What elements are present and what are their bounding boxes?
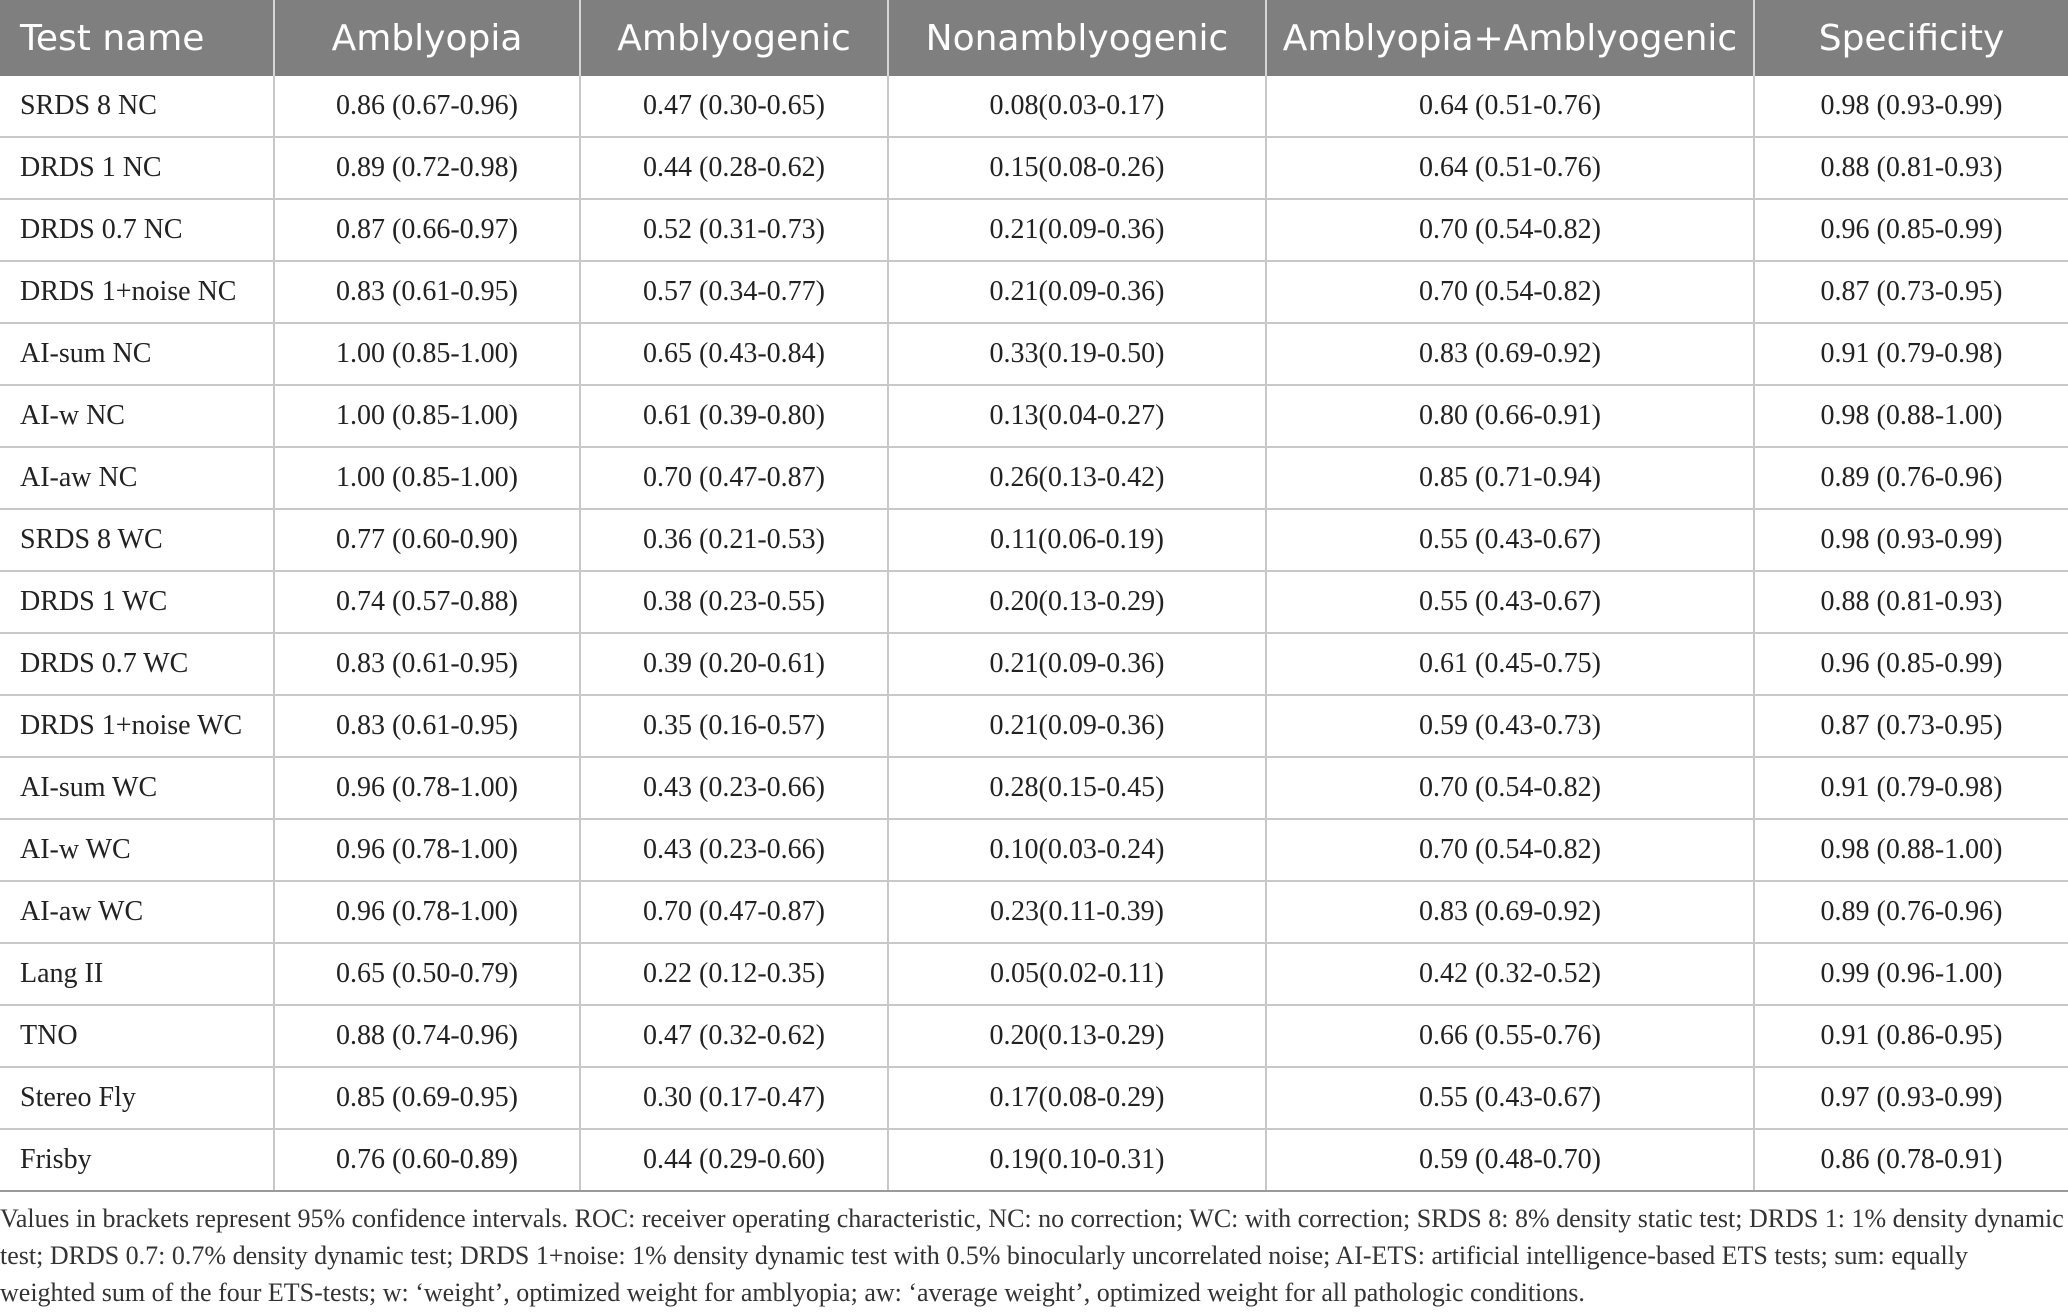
cell-amblyopia: 0.77 (0.60-0.90) [274,509,580,571]
cell-test-name: AI-sum WC [0,757,274,819]
cell-amblyopia-amblyogenic: 0.80 (0.66-0.91) [1266,385,1754,447]
cell-specificity: 0.99 (0.96-1.00) [1754,943,2068,1005]
table-row [0,695,2068,757]
cell-specificity: 0.98 (0.93-0.99) [1754,509,2068,571]
cell-test-name: SRDS 8 WC [0,509,274,571]
cell-nonamblyogenic: 0.20(0.13-0.29) [888,571,1266,633]
cell-amblyopia-amblyogenic: 0.83 (0.69-0.92) [1266,881,1754,943]
cell-specificity: 0.88 (0.81-0.93) [1754,571,2068,633]
cell-amblyopia: 0.96 (0.78-1.00) [274,757,580,819]
cell-nonamblyogenic: 0.13(0.04-0.27) [888,385,1266,447]
header-amblyogenic: Amblyogenic [580,0,888,76]
cell-test-name: TNO [0,1005,274,1067]
cell-specificity: 0.89 (0.76-0.96) [1754,447,2068,509]
cell-nonamblyogenic: 0.26(0.13-0.42) [888,447,1266,509]
cell-test-name: Lang II [0,943,274,1005]
cell-specificity: 0.89 (0.76-0.96) [1754,881,2068,943]
header-amblyopia: Amblyopia [274,0,580,76]
cell-nonamblyogenic: 0.11(0.06-0.19) [888,509,1266,571]
cell-test-name: AI-w WC [0,819,274,881]
cell-amblyogenic: 0.70 (0.47-0.87) [580,447,888,509]
cell-specificity: 0.98 (0.88-1.00) [1754,819,2068,881]
cell-specificity: 0.98 (0.93-0.99) [1754,76,2068,137]
cell-amblyopia: 0.83 (0.61-0.95) [274,633,580,695]
cell-amblyopia: 0.89 (0.72-0.98) [274,137,580,199]
cell-nonamblyogenic: 0.20(0.13-0.29) [888,1005,1266,1067]
cell-nonamblyogenic: 0.05(0.02-0.11) [888,943,1266,1005]
cell-nonamblyogenic: 0.19(0.10-0.31) [888,1129,1266,1191]
header-test-name: Test name [0,0,274,76]
table-row [0,385,2068,447]
cell-amblyogenic: 0.35 (0.16-0.57) [580,695,888,757]
cell-amblyopia: 0.86 (0.67-0.96) [274,76,580,137]
cell-amblyopia-amblyogenic: 0.66 (0.55-0.76) [1266,1005,1754,1067]
cell-amblyogenic: 0.47 (0.32-0.62) [580,1005,888,1067]
cell-amblyogenic: 0.44 (0.29-0.60) [580,1129,888,1191]
cell-nonamblyogenic: 0.33(0.19-0.50) [888,323,1266,385]
cell-amblyopia: 1.00 (0.85-1.00) [274,385,580,447]
cell-amblyogenic: 0.61 (0.39-0.80) [580,385,888,447]
cell-test-name: AI-sum NC [0,323,274,385]
cell-amblyopia-amblyogenic: 0.55 (0.43-0.67) [1266,571,1754,633]
cell-amblyogenic: 0.39 (0.20-0.61) [580,633,888,695]
cell-amblyogenic: 0.70 (0.47-0.87) [580,881,888,943]
cell-amblyopia: 0.88 (0.74-0.96) [274,1005,580,1067]
cell-nonamblyogenic: 0.15(0.08-0.26) [888,137,1266,199]
cell-amblyogenic: 0.30 (0.17-0.47) [580,1067,888,1129]
cell-amblyogenic: 0.38 (0.23-0.55) [580,571,888,633]
header-row [0,0,2068,76]
table-row [0,819,2068,881]
table-row [0,571,2068,633]
cell-amblyogenic: 0.52 (0.31-0.73) [580,199,888,261]
cell-nonamblyogenic: 0.08(0.03-0.17) [888,76,1266,137]
table-row [0,447,2068,509]
cell-test-name: DRDS 0.7 WC [0,633,274,695]
cell-test-name: Stereo Fly [0,1067,274,1129]
cell-amblyogenic: 0.22 (0.12-0.35) [580,943,888,1005]
cell-amblyopia-amblyogenic: 0.70 (0.54-0.82) [1266,819,1754,881]
cell-amblyogenic: 0.44 (0.28-0.62) [580,137,888,199]
table-row [0,757,2068,819]
cell-test-name: DRDS 1 WC [0,571,274,633]
table-footnote: Values in brackets represent 95% confidence intervals. ROC: receiver operating characteristic, NC: no correction; WC: with correction; SRDS 8: 8% density static test; DRDS 1: 1% density dynamic test; DRDS 0.7: 0.7% density dynamic test; DRDS 1+noise: 1% density dynamic test with 0.5% binocularly uncorrelated noise; AI-ETS: artificial intelligence-based ETS tests; sum: equally weighted sum of the four ETS-tests; w: ‘weight’, optimized weight for amblyopia; aw: ‘average weight’, optimized weight for all pathologic conditions. [0,1204,2064,1307]
cell-amblyogenic: 0.43 (0.23-0.66) [580,819,888,881]
cell-nonamblyogenic: 0.28(0.15-0.45) [888,757,1266,819]
cell-specificity: 0.91 (0.86-0.95) [1754,1005,2068,1067]
cell-amblyopia: 1.00 (0.85-1.00) [274,447,580,509]
cell-amblyopia: 0.76 (0.60-0.89) [274,1129,580,1191]
table-row [0,881,2068,943]
cell-test-name: DRDS 1 NC [0,137,274,199]
table-row [0,1067,2068,1129]
cell-amblyogenic: 0.36 (0.21-0.53) [580,509,888,571]
cell-specificity: 0.96 (0.85-0.99) [1754,633,2068,695]
cell-test-name: AI-aw NC [0,447,274,509]
cell-amblyopia-amblyogenic: 0.85 (0.71-0.94) [1266,447,1754,509]
cell-amblyopia: 0.85 (0.69-0.95) [274,1067,580,1129]
cell-specificity: 0.91 (0.79-0.98) [1754,757,2068,819]
table-row [0,943,2068,1005]
header-amblyopia-amblyogenic: Amblyopia+Amblyogenic [1266,0,1754,76]
cell-amblyopia-amblyogenic: 0.64 (0.51-0.76) [1266,76,1754,137]
cell-amblyopia: 1.00 (0.85-1.00) [274,323,580,385]
cell-amblyopia: 0.83 (0.61-0.95) [274,695,580,757]
cell-amblyopia-amblyogenic: 0.42 (0.32-0.52) [1266,943,1754,1005]
cell-test-name: AI-w NC [0,385,274,447]
cell-test-name: DRDS 1+noise WC [0,695,274,757]
cell-amblyogenic: 0.57 (0.34-0.77) [580,261,888,323]
cell-nonamblyogenic: 0.21(0.09-0.36) [888,633,1266,695]
cell-specificity: 0.87 (0.73-0.95) [1754,695,2068,757]
cell-nonamblyogenic: 0.21(0.09-0.36) [888,695,1266,757]
table-row [0,76,2068,137]
cell-test-name: AI-aw WC [0,881,274,943]
cell-amblyopia: 0.96 (0.78-1.00) [274,881,580,943]
cell-amblyopia: 0.96 (0.78-1.00) [274,819,580,881]
cell-amblyopia-amblyogenic: 0.59 (0.43-0.73) [1266,695,1754,757]
cell-specificity: 0.98 (0.88-1.00) [1754,385,2068,447]
cell-specificity: 0.96 (0.85-0.99) [1754,199,2068,261]
table-row [0,137,2068,199]
cell-test-name: Frisby [0,1129,274,1191]
cell-amblyopia: 0.74 (0.57-0.88) [274,571,580,633]
cell-specificity: 0.87 (0.73-0.95) [1754,261,2068,323]
cell-specificity: 0.88 (0.81-0.93) [1754,137,2068,199]
table-row [0,199,2068,261]
cell-nonamblyogenic: 0.10(0.03-0.24) [888,819,1266,881]
table-row [0,1129,2068,1191]
cell-test-name: DRDS 1+noise NC [0,261,274,323]
cell-amblyogenic: 0.47 (0.30-0.65) [580,76,888,137]
cell-specificity: 0.97 (0.93-0.99) [1754,1067,2068,1129]
cell-specificity: 0.86 (0.78-0.91) [1754,1129,2068,1191]
cell-amblyopia-amblyogenic: 0.83 (0.69-0.92) [1266,323,1754,385]
cell-amblyopia: 0.65 (0.50-0.79) [274,943,580,1005]
cell-amblyopia-amblyogenic: 0.59 (0.48-0.70) [1266,1129,1754,1191]
cell-nonamblyogenic: 0.23(0.11-0.39) [888,881,1266,943]
cell-amblyopia-amblyogenic: 0.70 (0.54-0.82) [1266,199,1754,261]
cell-amblyopia-amblyogenic: 0.55 (0.43-0.67) [1266,1067,1754,1129]
header-nonamblyogenic: Nonamblyogenic [888,0,1266,76]
table-row [0,633,2068,695]
cell-amblyopia-amblyogenic: 0.70 (0.54-0.82) [1266,261,1754,323]
cell-nonamblyogenic: 0.21(0.09-0.36) [888,261,1266,323]
cell-amblyopia: 0.83 (0.61-0.95) [274,261,580,323]
cell-amblyopia: 0.87 (0.66-0.97) [274,199,580,261]
header-specificity: Specificity [1754,0,2068,76]
table-row [0,1005,2068,1067]
cell-test-name: SRDS 8 NC [0,76,274,137]
table-row [0,323,2068,385]
cell-nonamblyogenic: 0.21(0.09-0.36) [888,199,1266,261]
cell-specificity: 0.91 (0.79-0.98) [1754,323,2068,385]
cell-amblyogenic: 0.65 (0.43-0.84) [580,323,888,385]
cell-nonamblyogenic: 0.17(0.08-0.29) [888,1067,1266,1129]
cell-amblyopia-amblyogenic: 0.64 (0.51-0.76) [1266,137,1754,199]
table-row [0,509,2068,571]
cell-amblyopia-amblyogenic: 0.70 (0.54-0.82) [1266,757,1754,819]
cell-amblyogenic: 0.43 (0.23-0.66) [580,757,888,819]
cell-amblyopia-amblyogenic: 0.61 (0.45-0.75) [1266,633,1754,695]
table-body [0,76,2068,1191]
table-row [0,261,2068,323]
cell-test-name: DRDS 0.7 NC [0,199,274,261]
cell-amblyopia-amblyogenic: 0.55 (0.43-0.67) [1266,509,1754,571]
